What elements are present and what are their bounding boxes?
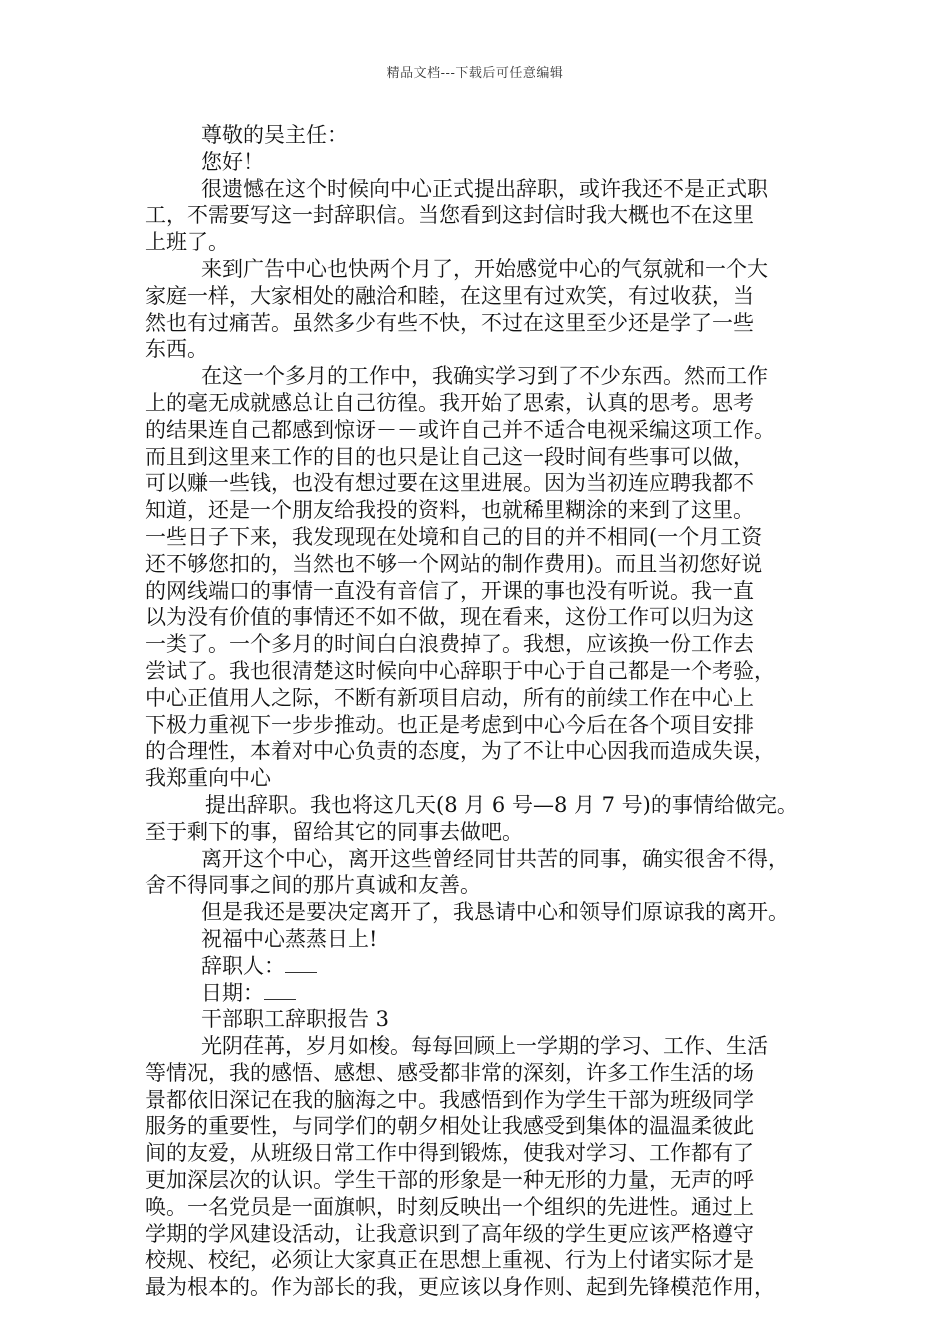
report-title: 干部职工辞职报告 3 <box>201 1007 390 1032</box>
text-line: 服务的重要性，与同学们的朝夕相处让我感受到集体的温温柔彼此 <box>145 1114 754 1139</box>
text-line: 但是我还是要决定离开了，我恳请中心和领导们原谅我的离开。 <box>201 900 789 925</box>
text-line: 舍不得同事之间的那片真诚和友善。 <box>145 873 481 898</box>
text-line: 以为没有价值的事情还不如不做，现在看来，这份工作可以归为这 <box>145 605 754 630</box>
text-line: 间的友爱，从班级日常工作中得到锻炼，使我对学习、工作都有了 <box>145 1141 754 1166</box>
text-line: 唤。一名党员是一面旗帜，时刻反映出一个组织的先进性。通过上 <box>145 1194 754 1219</box>
text-line: 还不够您扣的，当然也不够一个网站的制作费用)。而且当初您好说 <box>145 551 763 576</box>
text-line: 至于剩下的事，留给其它的同事去做吧。 <box>145 819 523 844</box>
text-line: 而且到这里来工作的目的也只是让自己这一段时间有些事可以做， <box>145 444 754 469</box>
text-line: 上班了。 <box>145 230 229 255</box>
date-line <box>145 980 815 1007</box>
text-line: 离开这个中心，离开这些曾经同甘共苦的同事，确实很舍不得， <box>201 846 789 871</box>
date-blank <box>264 981 296 1000</box>
greeting: 您好！ <box>201 149 264 174</box>
text-line: 光阴荏苒，岁月如梭。每每回顾上一学期的学习、工作、生活 <box>201 1034 768 1059</box>
text-line: 工，不需要写这一封辞职信。当您看到这封信时我大概也不在这里 <box>145 203 754 228</box>
report-body <box>145 1033 815 1301</box>
text-line: 很遗憾在这个时候向中心正式提出辞职，或许我还不是正式职 <box>201 176 768 201</box>
text-line: 然也有过痛苦。虽然多少有些不快，不过在这里至少还是学了一些 <box>145 310 754 335</box>
resigner-label: 辞职人： <box>201 953 285 978</box>
text-line: 我郑重向中心 <box>145 766 271 791</box>
text-line: 在这一个多月的工作中，我确实学习到了不少东西。然而工作 <box>201 364 768 389</box>
text-line: 的合理性，本着对中心负责的态度，为了不让中心因我而造成失误， <box>145 739 775 764</box>
text-line: 学期的学风建设活动，让我意识到了高年级的学生更应该严格遵守 <box>145 1221 754 1246</box>
text-line: 的网线端口的事情一直没有音信了，开课的事也没有听说。我一直 <box>145 578 754 603</box>
text-line: 一些日子下来，我发现现在处境和自己的目的并不相同(一个月工资 <box>145 524 763 549</box>
text-line: 知道，还是一个朋友给我投的资料，也就稀里糊涂的来到了这里。 <box>145 498 754 523</box>
text-line: 的结果连自己都感到惊讶－－或许自己并不适合电视采编这项工作。 <box>145 417 775 442</box>
text-line: 上的毫无成就感总让自己彷徨。我开始了思索，认真的思考。思考 <box>145 390 754 415</box>
text-line: 景都依旧深记在我的脑海之中。我感悟到作为学生干部为班级同学 <box>145 1087 754 1112</box>
resigner-blank <box>285 954 317 973</box>
resigner-line <box>145 953 815 980</box>
text-line: 提出辞职。我也将这几天(8 月 6 号—8 月 7 号)的事情给做完。 <box>205 792 798 817</box>
text-line: 尝试了。我也很清楚这时候向中心辞职于中心于自己都是一个考验， <box>145 658 775 683</box>
text-line: 下极力重视下一步步推动。也正是考虑到中心今后在各个项目安排 <box>145 712 754 737</box>
text-line: 来到广告中心也快两个月了，开始感觉中心的气氛就和一个大 <box>201 256 768 281</box>
document-body <box>145 122 815 1301</box>
text-line: 更加深层次的认识。学生干部的形象是一种无形的力量，无声的呼 <box>145 1168 754 1193</box>
text-line: 最为根本的。作为部长的我，更应该以身作则、起到先锋模范作用， <box>145 1275 775 1300</box>
date-label: 日期： <box>201 980 264 1005</box>
letter-body <box>145 176 815 953</box>
page-header: 精品文档---下载后可任意编辑 <box>386 66 564 81</box>
text-line: 等情况，我的感悟、感想、感受都非常的深刻，许多工作生活的场 <box>145 1060 754 1085</box>
text-line: 祝福中心蒸蒸日上! <box>201 926 378 951</box>
text-line: 家庭一样，大家相处的融洽和睦，在这里有过欢笑，有过收获，当 <box>145 283 754 308</box>
text-line: 一类了。一个多月的时间白白浪费掉了。我想，应该换一份工作去 <box>145 632 754 657</box>
text-line: 中心正值用人之际，不断有新项目启动，所有的前续工作在中心上 <box>145 685 754 710</box>
text-line: 校规、校纪，必须让大家真正在思想上重视、行为上付诸实际才是 <box>145 1248 754 1273</box>
text-line: 东西。 <box>145 337 208 362</box>
text-line: 可以赚一些钱，也没有想过要在这里进展。因为当初连应聘我都不 <box>145 471 754 496</box>
salutation: 尊敬的吴主任： <box>201 123 348 147</box>
